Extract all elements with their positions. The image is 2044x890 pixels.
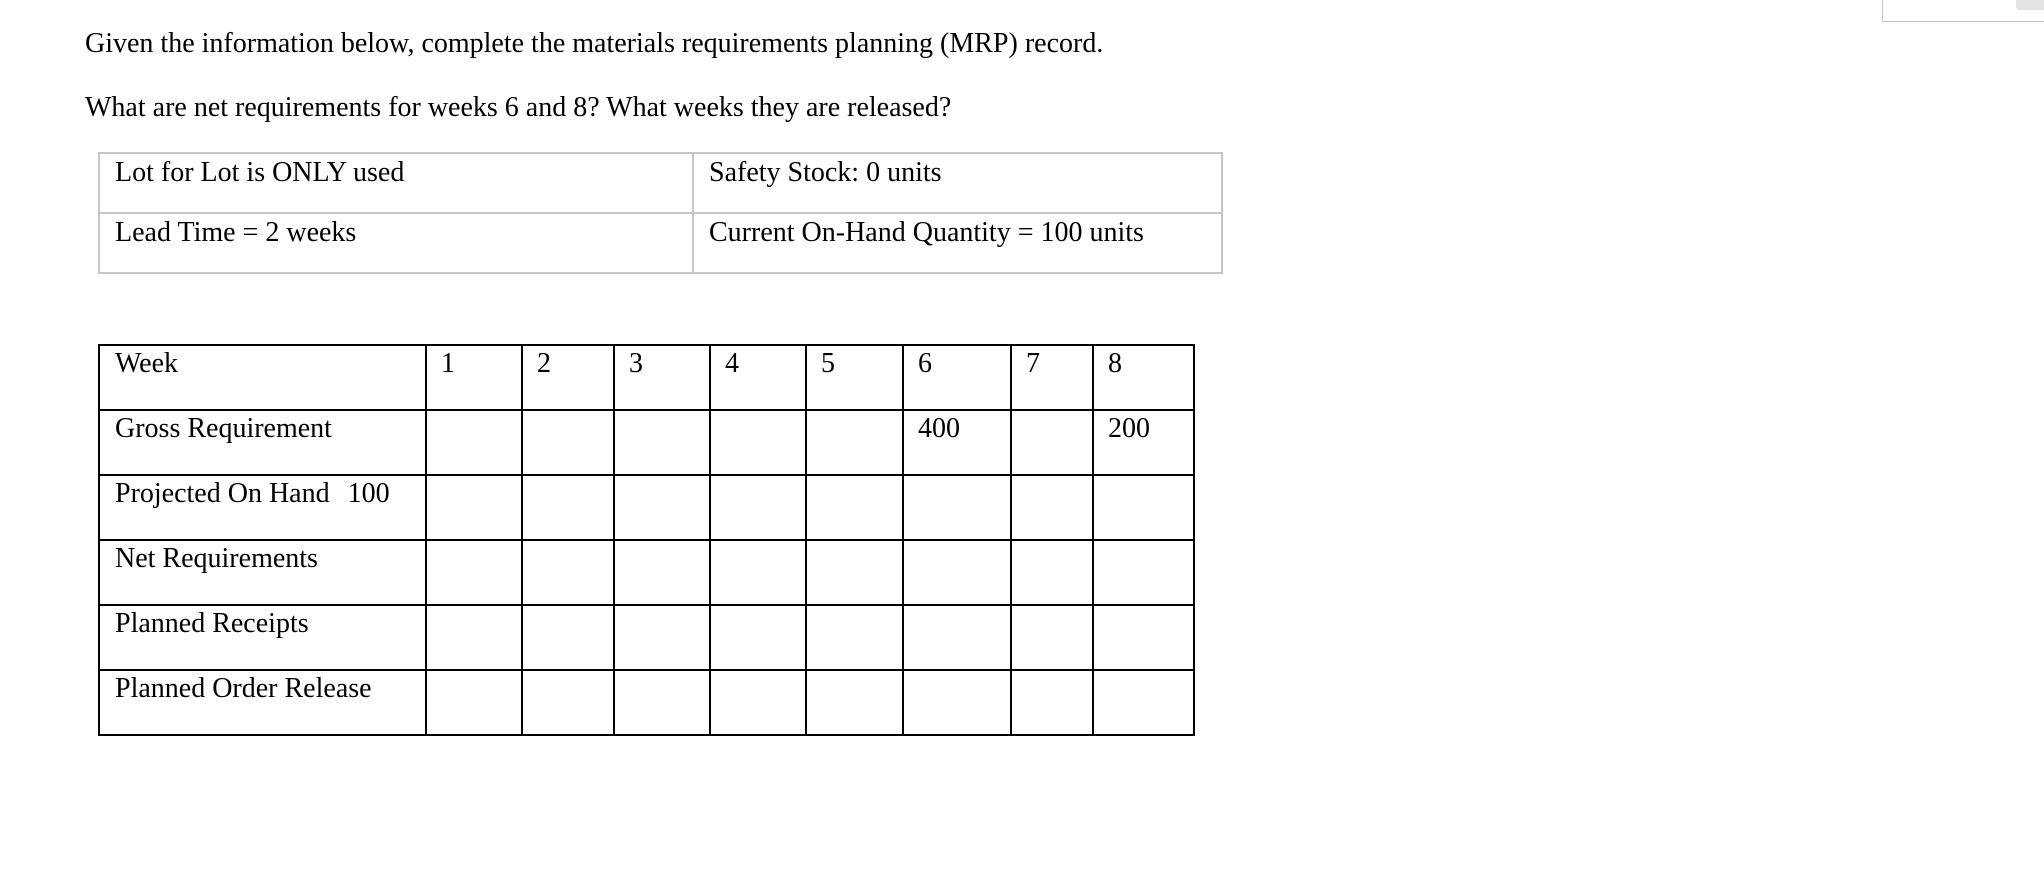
- info-table: [98, 152, 1223, 274]
- gross-cell-5[interactable]: [806, 410, 903, 475]
- gross-cell-6[interactable]: 400: [903, 410, 1011, 475]
- planned-order-release-row: [99, 670, 1194, 735]
- net-cell-3[interactable]: [614, 540, 710, 605]
- net-cell-1[interactable]: [426, 540, 522, 605]
- release-cell-2[interactable]: [522, 670, 614, 735]
- release-cell-7[interactable]: [1011, 670, 1093, 735]
- week-header-7: 7: [1011, 345, 1093, 410]
- info-row: [99, 213, 1222, 273]
- receipts-cell-2[interactable]: [522, 605, 614, 670]
- week-label: Week: [99, 345, 426, 410]
- projected-cell-2[interactable]: [522, 475, 614, 540]
- safety-stock-cell: Safety Stock: 0 units: [693, 153, 1222, 213]
- release-cell-8[interactable]: [1093, 670, 1194, 735]
- release-cell-4[interactable]: [710, 670, 806, 735]
- receipts-cell-8[interactable]: [1093, 605, 1194, 670]
- release-cell-6[interactable]: [903, 670, 1011, 735]
- mrp-table: [98, 344, 1195, 736]
- receipts-cell-1[interactable]: [426, 605, 522, 670]
- projected-cell-3[interactable]: [614, 475, 710, 540]
- week-header-8: 8: [1093, 345, 1194, 410]
- projected-on-hand-initial: 100: [347, 478, 390, 509]
- planned-receipts-label: Planned Receipts: [99, 605, 426, 670]
- release-cell-3[interactable]: [614, 670, 710, 735]
- projected-cell-8[interactable]: [1093, 475, 1194, 540]
- projected-cell-6[interactable]: [903, 475, 1011, 540]
- info-row: [99, 153, 1222, 213]
- corner-widget-tab: [2016, 0, 2044, 10]
- release-cell-1[interactable]: [426, 670, 522, 735]
- gross-requirement-label: Gross Requirement: [99, 410, 426, 475]
- projected-cell-7[interactable]: [1011, 475, 1093, 540]
- receipts-cell-7[interactable]: [1011, 605, 1093, 670]
- week-header-6: 6: [903, 345, 1011, 410]
- release-cell-5[interactable]: [806, 670, 903, 735]
- week-header-1: 1: [426, 345, 522, 410]
- planned-receipts-row: [99, 605, 1194, 670]
- net-cell-7[interactable]: [1011, 540, 1093, 605]
- lead-time-cell: Lead Time = 2 weeks: [99, 213, 693, 273]
- projected-on-hand-label: Projected On Hand: [115, 478, 330, 509]
- gross-cell-3[interactable]: [614, 410, 710, 475]
- gross-requirement-row: [99, 410, 1194, 475]
- net-cell-4[interactable]: [710, 540, 806, 605]
- projected-cell-4[interactable]: [710, 475, 806, 540]
- projected-cell-5[interactable]: [806, 475, 903, 540]
- net-cell-5[interactable]: [806, 540, 903, 605]
- week-row: [99, 345, 1194, 410]
- week-header-3: 3: [614, 345, 710, 410]
- gross-cell-1[interactable]: [426, 410, 522, 475]
- gross-cell-2[interactable]: [522, 410, 614, 475]
- question-line-1: Given the information below, complete the materials requirements planning (MRP) record.: [85, 28, 1104, 59]
- projected-on-hand-label-cell: [99, 475, 426, 540]
- week-header-5: 5: [806, 345, 903, 410]
- gross-cell-7[interactable]: [1011, 410, 1093, 475]
- projected-on-hand-row: [99, 475, 1194, 540]
- receipts-cell-6[interactable]: [903, 605, 1011, 670]
- on-hand-cell: Current On-Hand Quantity = 100 units: [693, 213, 1222, 273]
- net-requirements-row: [99, 540, 1194, 605]
- planned-order-release-label: Planned Order Release: [99, 670, 426, 735]
- gross-cell-8[interactable]: 200: [1093, 410, 1194, 475]
- gross-cell-4[interactable]: [710, 410, 806, 475]
- week-header-4: 4: [710, 345, 806, 410]
- net-requirements-label: Net Requirements: [99, 540, 426, 605]
- net-cell-8[interactable]: [1093, 540, 1194, 605]
- question-line-2: What are net requirements for weeks 6 and 8? What weeks they are released?: [85, 92, 952, 123]
- lot-policy-cell: Lot for Lot is ONLY used: [99, 153, 693, 213]
- receipts-cell-3[interactable]: [614, 605, 710, 670]
- receipts-cell-4[interactable]: [710, 605, 806, 670]
- week-header-2: 2: [522, 345, 614, 410]
- projected-cell-1[interactable]: [426, 475, 522, 540]
- net-cell-6[interactable]: [903, 540, 1011, 605]
- net-cell-2[interactable]: [522, 540, 614, 605]
- receipts-cell-5[interactable]: [806, 605, 903, 670]
